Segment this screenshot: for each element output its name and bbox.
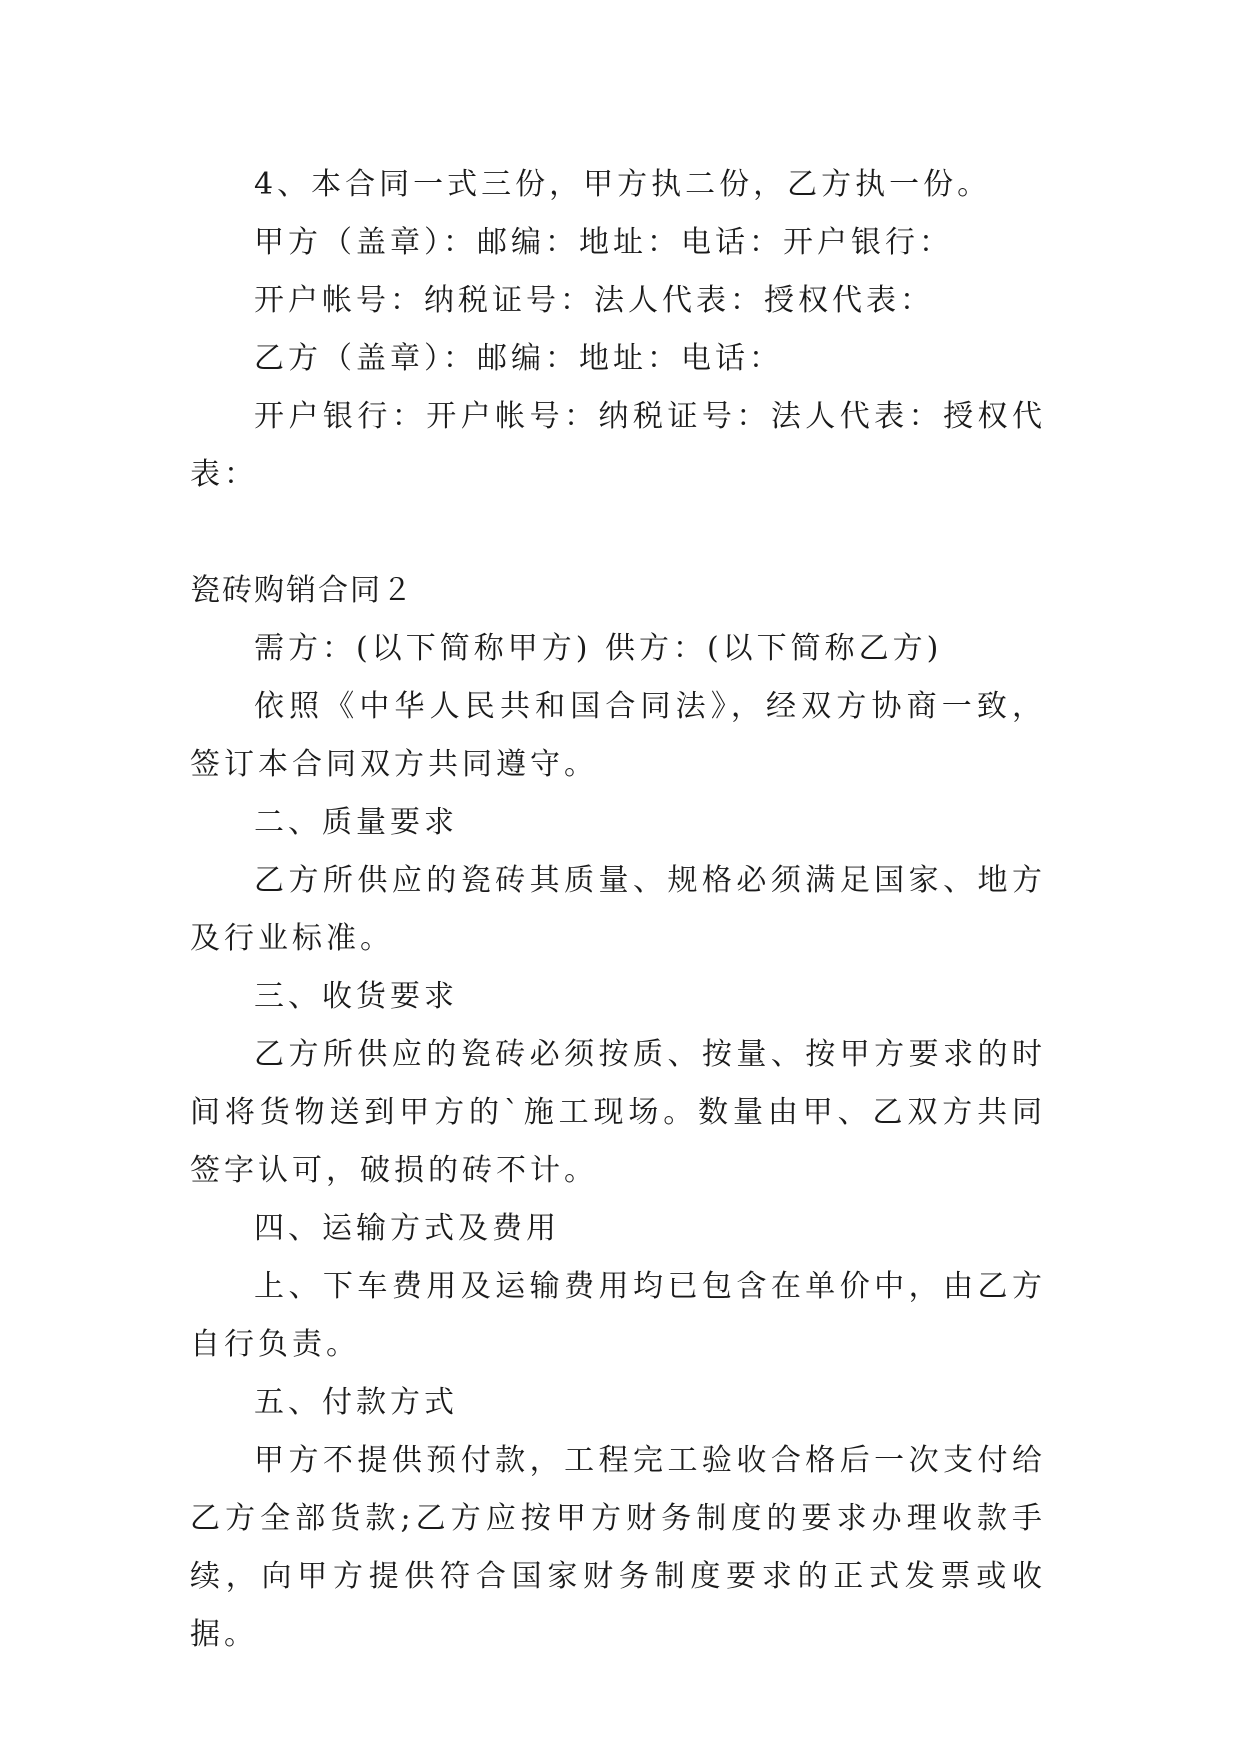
party-a-info-line-1: 甲方（盖章）：邮编：地址：电话：开户银行： (254, 225, 953, 260)
party-a-info-line-2: 开户帐号：纳税证号：法人代表：授权代表： (254, 283, 934, 318)
party-b-info-line-2: 开户银行：开户帐号：纳税证号：法人代表：授权代表： (190, 399, 1046, 492)
receipt-text: 乙方所供应的瓷砖必须按质、按量、按甲方要求的时间将货物送到甲方的`施工现场。数量由甲、乙双方共同签字认可，破损的砖不计。 (190, 1037, 1046, 1188)
receipt-heading: 三、收货要求 (254, 979, 458, 1014)
transport-text: 上、下车费用及运输费用均已包含在单价中，由乙方自行负责。 (190, 1269, 1046, 1362)
quality-text: 乙方所供应的瓷砖其质量、规格必须满足国家、地方及行业标准。 (190, 863, 1046, 956)
clause-item-4: 4、本合同一式三份，甲方执二份，乙方执一份。 (254, 167, 992, 202)
contract-parties: 需方：(以下简称甲方) 供方：(以下简称乙方) (254, 631, 943, 666)
payment-text: 甲方不提供预付款，工程完工验收合格后一次支付给乙方全部货款;乙方应按甲方财务制度的要求办理收款手续，向甲方提供符合国家财务制度要求的正式发票或收据。 (190, 1443, 1046, 1652)
contract-intro: 依照《中华人民共和国合同法》，经双方协商一致，签订本合同双方共同遵守。 (190, 689, 1046, 782)
document-body (190, 156, 1046, 1664)
section-spacer (190, 504, 1046, 562)
quality-heading: 二、质量要求 (254, 805, 458, 840)
contract-title: 瓷砖购销合同２ (190, 573, 414, 608)
payment-heading: 五、付款方式 (254, 1385, 458, 1420)
party-b-info-line-1: 乙方（盖章）：邮编：地址：电话： (254, 341, 783, 376)
transport-heading: 四、运输方式及费用 (254, 1211, 560, 1246)
